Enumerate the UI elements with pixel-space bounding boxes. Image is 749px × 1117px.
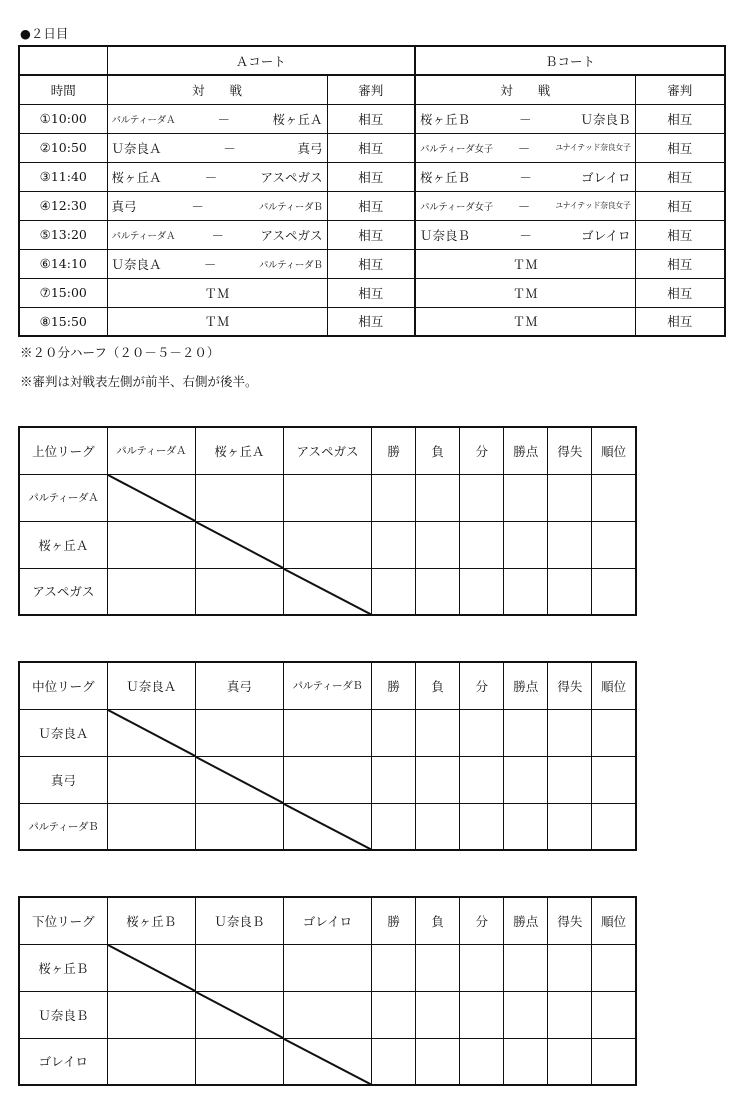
vs-dash: － (223, 140, 236, 156)
result-cell (283, 944, 371, 991)
stat-cell (460, 1038, 504, 1085)
match-a-cell (107, 104, 327, 133)
result-cell (195, 944, 283, 991)
match-b-cell (415, 104, 635, 133)
match-b-cell: ＴＭ (415, 278, 635, 307)
time-cell: ④12:30 (19, 191, 107, 220)
time-cell: ⑥14:10 (19, 249, 107, 278)
stat-header: 分 (460, 427, 504, 474)
corner-cell (19, 46, 107, 75)
vs-dash: － (517, 140, 531, 156)
league-table-lower (18, 896, 637, 1086)
court-b-header: Ｂコート (415, 46, 725, 75)
team-name: 桜ヶ丘Ｂ (19, 944, 107, 991)
result-cell (107, 568, 195, 615)
stat-header: 順位 (592, 662, 636, 709)
league-table-upper (18, 426, 637, 616)
ref-b-cell: 相互 (635, 220, 725, 249)
stat-cell (548, 944, 592, 991)
stat-header: 分 (460, 897, 504, 944)
stat-header: 順位 (592, 427, 636, 474)
stat-cell (460, 568, 504, 615)
stat-cell (372, 1038, 416, 1085)
league-title: 下位リーグ (19, 897, 107, 944)
home-team: パルティーダＡ (111, 114, 176, 126)
stat-cell (504, 803, 548, 850)
opponent-header: アスペガス (283, 427, 371, 474)
stat-header: 得失 (548, 897, 592, 944)
vs-dash: － (217, 111, 231, 127)
ref-b-cell: 相互 (635, 162, 725, 191)
team-name: Ｕ奈良Ｂ (19, 991, 107, 1038)
stat-cell (416, 474, 460, 521)
stat-cell (548, 709, 592, 756)
stat-cell (372, 944, 416, 991)
result-cell (195, 803, 283, 850)
stat-header: 勝点 (504, 897, 548, 944)
stat-cell (460, 709, 504, 756)
stat-cell (504, 521, 548, 568)
team-name: パルティーダＢ (19, 803, 107, 850)
stat-cell (372, 803, 416, 850)
stat-cell (592, 1038, 636, 1085)
stat-cell (416, 803, 460, 850)
stat-cell (504, 991, 548, 1038)
ref-b-cell: 相互 (635, 191, 725, 220)
away-team: ゴレイロ (581, 227, 631, 243)
stat-cell (548, 521, 592, 568)
stat-cell (416, 756, 460, 803)
stat-cell (416, 709, 460, 756)
note-referee: ※審判は対戦表左側が前半、右側が後半。 (20, 374, 258, 389)
match-b-cell: ＴＭ (415, 307, 635, 336)
stat-header: 勝点 (504, 662, 548, 709)
court-a-header: Ａコート (107, 46, 415, 75)
match-a-cell: ＴＭ (107, 307, 327, 336)
away-team: ユナイテッド奈良女子 (555, 201, 631, 210)
result-cell (107, 1038, 195, 1085)
league-team-row (19, 709, 636, 756)
stat-cell (548, 991, 592, 1038)
stat-cell (504, 944, 548, 991)
stat-cell (460, 521, 504, 568)
league-title: 中位リーグ (19, 662, 107, 709)
home-team: パルティーダ女子 (420, 143, 493, 155)
stat-header: 得失 (548, 427, 592, 474)
match-b-cell (415, 133, 635, 162)
away-team: ゴレイロ (581, 169, 631, 185)
home-team: Ｕ奈良Ａ (111, 140, 162, 156)
self-match-diagonal (195, 521, 283, 568)
stat-header: 勝 (372, 427, 416, 474)
vs-dash: － (191, 198, 204, 214)
home-team: 桜ヶ丘Ａ (111, 169, 162, 185)
match-b-header: 対 戦 (415, 75, 635, 104)
self-match-diagonal (107, 474, 195, 521)
stat-cell (372, 474, 416, 521)
away-team: ユナイテッド奈良女子 (555, 143, 631, 152)
team-name: ゴレイロ (19, 1038, 107, 1085)
league-team-row (19, 756, 636, 803)
ref-b-cell: 相互 (635, 104, 725, 133)
stat-cell (460, 756, 504, 803)
stat-header: 順位 (592, 897, 636, 944)
stat-cell (592, 756, 636, 803)
self-match-diagonal (195, 991, 283, 1038)
time-cell: ③11:40 (19, 162, 107, 191)
team-name: パルティーダＡ (19, 474, 107, 521)
stat-header: 勝点 (504, 427, 548, 474)
vs-dash: － (519, 227, 532, 243)
time-cell: ⑦15:00 (19, 278, 107, 307)
stat-cell (592, 991, 636, 1038)
home-team: 桜ヶ丘Ｂ (420, 169, 471, 185)
self-match-diagonal (283, 1038, 371, 1085)
match-a-cell (107, 162, 327, 191)
stat-cell (460, 474, 504, 521)
home-team: 桜ヶ丘Ｂ (420, 111, 471, 127)
ref-a-cell: 相互 (327, 307, 415, 336)
day-heading: ●２日目 (20, 26, 69, 41)
league-header-row (19, 897, 636, 944)
stat-cell (592, 474, 636, 521)
stat-cell (592, 521, 636, 568)
away-team: アスペガス (260, 227, 323, 243)
schedule-row (19, 249, 725, 278)
opponent-header: Ｕ奈良Ｂ (195, 897, 283, 944)
time-cell: ⑤13:20 (19, 220, 107, 249)
stat-cell (460, 991, 504, 1038)
self-match-diagonal (107, 944, 195, 991)
match-a-cell (107, 191, 327, 220)
stat-header: 勝 (372, 897, 416, 944)
stat-cell (548, 1038, 592, 1085)
ref-a-cell: 相互 (327, 162, 415, 191)
stat-cell (416, 521, 460, 568)
schedule-row (19, 278, 725, 307)
schedule-row (19, 307, 725, 336)
stat-cell (548, 568, 592, 615)
schedule-column-header (19, 75, 725, 104)
match-a-cell (107, 133, 327, 162)
team-name: Ｕ奈良Ａ (19, 709, 107, 756)
schedule-row (19, 104, 725, 133)
ref-a-header: 審判 (327, 75, 415, 104)
result-cell (283, 756, 371, 803)
ref-b-header: 審判 (635, 75, 725, 104)
league-title: 上位リーグ (19, 427, 107, 474)
league-team-row (19, 521, 636, 568)
away-team: 桜ヶ丘Ａ (272, 111, 323, 127)
away-team: パルティーダＢ (258, 201, 323, 213)
time-header: 時間 (19, 75, 107, 104)
result-cell (195, 709, 283, 756)
stat-header: 負 (416, 427, 460, 474)
stat-cell (416, 1038, 460, 1085)
self-match-diagonal (283, 568, 371, 615)
vs-dash: － (204, 169, 218, 185)
match-a-cell (107, 220, 327, 249)
match-b-cell (415, 162, 635, 191)
away-team: Ｕ奈良Ｂ (580, 111, 631, 127)
stat-cell (416, 944, 460, 991)
stat-cell (504, 474, 548, 521)
ref-b-cell: 相互 (635, 249, 725, 278)
league-team-row (19, 944, 636, 991)
vs-dash: － (519, 111, 532, 127)
league-team-row (19, 1038, 636, 1085)
league-header-row (19, 662, 636, 709)
ref-b-cell: 相互 (635, 307, 725, 336)
opponent-header: パルティーダＡ (107, 427, 195, 474)
match-a-header: 対 戦 (107, 75, 327, 104)
result-cell (107, 803, 195, 850)
result-cell (195, 1038, 283, 1085)
result-cell (283, 991, 371, 1038)
ref-a-cell: 相互 (327, 133, 415, 162)
stat-cell (460, 803, 504, 850)
stat-cell (592, 568, 636, 615)
schedule-court-header (19, 46, 725, 75)
team-name: アスペガス (19, 568, 107, 615)
self-match-diagonal (195, 756, 283, 803)
schedule-table (18, 45, 726, 337)
ref-a-cell: 相互 (327, 104, 415, 133)
result-cell (107, 991, 195, 1038)
schedule-row (19, 191, 725, 220)
opponent-header: 桜ヶ丘Ａ (195, 427, 283, 474)
result-cell (283, 709, 371, 756)
stat-cell (416, 568, 460, 615)
opponent-header: 真弓 (195, 662, 283, 709)
stat-header: 負 (416, 897, 460, 944)
team-name: 桜ヶ丘Ａ (19, 521, 107, 568)
result-cell (283, 521, 371, 568)
ref-a-cell: 相互 (327, 220, 415, 249)
ref-a-cell: 相互 (327, 191, 415, 220)
schedule-row (19, 220, 725, 249)
self-match-diagonal (283, 803, 371, 850)
home-team: Ｕ奈良Ａ (111, 256, 162, 272)
opponent-header: パルティーダＢ (283, 662, 371, 709)
ref-a-cell: 相互 (327, 249, 415, 278)
league-team-row (19, 991, 636, 1038)
league-team-row (19, 568, 636, 615)
result-cell (195, 568, 283, 615)
self-match-diagonal (107, 709, 195, 756)
home-team: 真弓 (111, 198, 137, 214)
stat-cell (372, 568, 416, 615)
away-team: 真弓 (297, 140, 323, 156)
vs-dash: － (517, 198, 531, 214)
ref-a-cell: 相互 (327, 278, 415, 307)
match-b-cell (415, 191, 635, 220)
result-cell (195, 474, 283, 521)
stat-cell (372, 521, 416, 568)
stat-cell (548, 756, 592, 803)
league-table-middle (18, 661, 637, 851)
league-team-row (19, 474, 636, 521)
home-team: Ｕ奈良Ｂ (420, 227, 471, 243)
stat-header: 負 (416, 662, 460, 709)
stat-header: 分 (460, 662, 504, 709)
stat-cell (592, 709, 636, 756)
match-b-cell (415, 220, 635, 249)
stat-cell (372, 991, 416, 1038)
ref-b-cell: 相互 (635, 133, 725, 162)
vs-dash: － (519, 169, 532, 185)
stat-cell (372, 709, 416, 756)
opponent-header: ゴレイロ (283, 897, 371, 944)
stat-cell (548, 803, 592, 850)
opponent-header: Ｕ奈良Ａ (107, 662, 195, 709)
stat-cell (504, 756, 548, 803)
team-name: 真弓 (19, 756, 107, 803)
vs-dash: － (211, 227, 225, 243)
league-header-row (19, 427, 636, 474)
opponent-header: 桜ヶ丘Ｂ (107, 897, 195, 944)
stat-header: 勝 (372, 662, 416, 709)
home-team: パルティーダ女子 (420, 201, 493, 213)
stat-cell (460, 944, 504, 991)
away-team: アスペガス (260, 169, 323, 185)
result-cell (107, 756, 195, 803)
match-a-cell: ＴＭ (107, 278, 327, 307)
stat-cell (504, 568, 548, 615)
schedule-row (19, 162, 725, 191)
match-b-cell: ＴＭ (415, 249, 635, 278)
schedule-row (19, 133, 725, 162)
stat-cell (592, 944, 636, 991)
result-cell (283, 474, 371, 521)
result-cell (107, 521, 195, 568)
note-half-time: ※２０分ハーフ（２０－５－２０） (20, 345, 220, 360)
away-team: パルティーダＢ (258, 259, 323, 271)
time-cell: ①10:00 (19, 104, 107, 133)
stat-cell (504, 709, 548, 756)
match-a-cell (107, 249, 327, 278)
time-cell: ②10:50 (19, 133, 107, 162)
ref-b-cell: 相互 (635, 278, 725, 307)
stat-cell (372, 756, 416, 803)
home-team: パルティーダＡ (111, 230, 176, 242)
stat-cell (548, 474, 592, 521)
stat-cell (504, 1038, 548, 1085)
league-team-row (19, 803, 636, 850)
time-cell: ⑧15:50 (19, 307, 107, 336)
stat-cell (592, 803, 636, 850)
stat-header: 得失 (548, 662, 592, 709)
vs-dash: － (203, 256, 217, 272)
stat-cell (416, 991, 460, 1038)
